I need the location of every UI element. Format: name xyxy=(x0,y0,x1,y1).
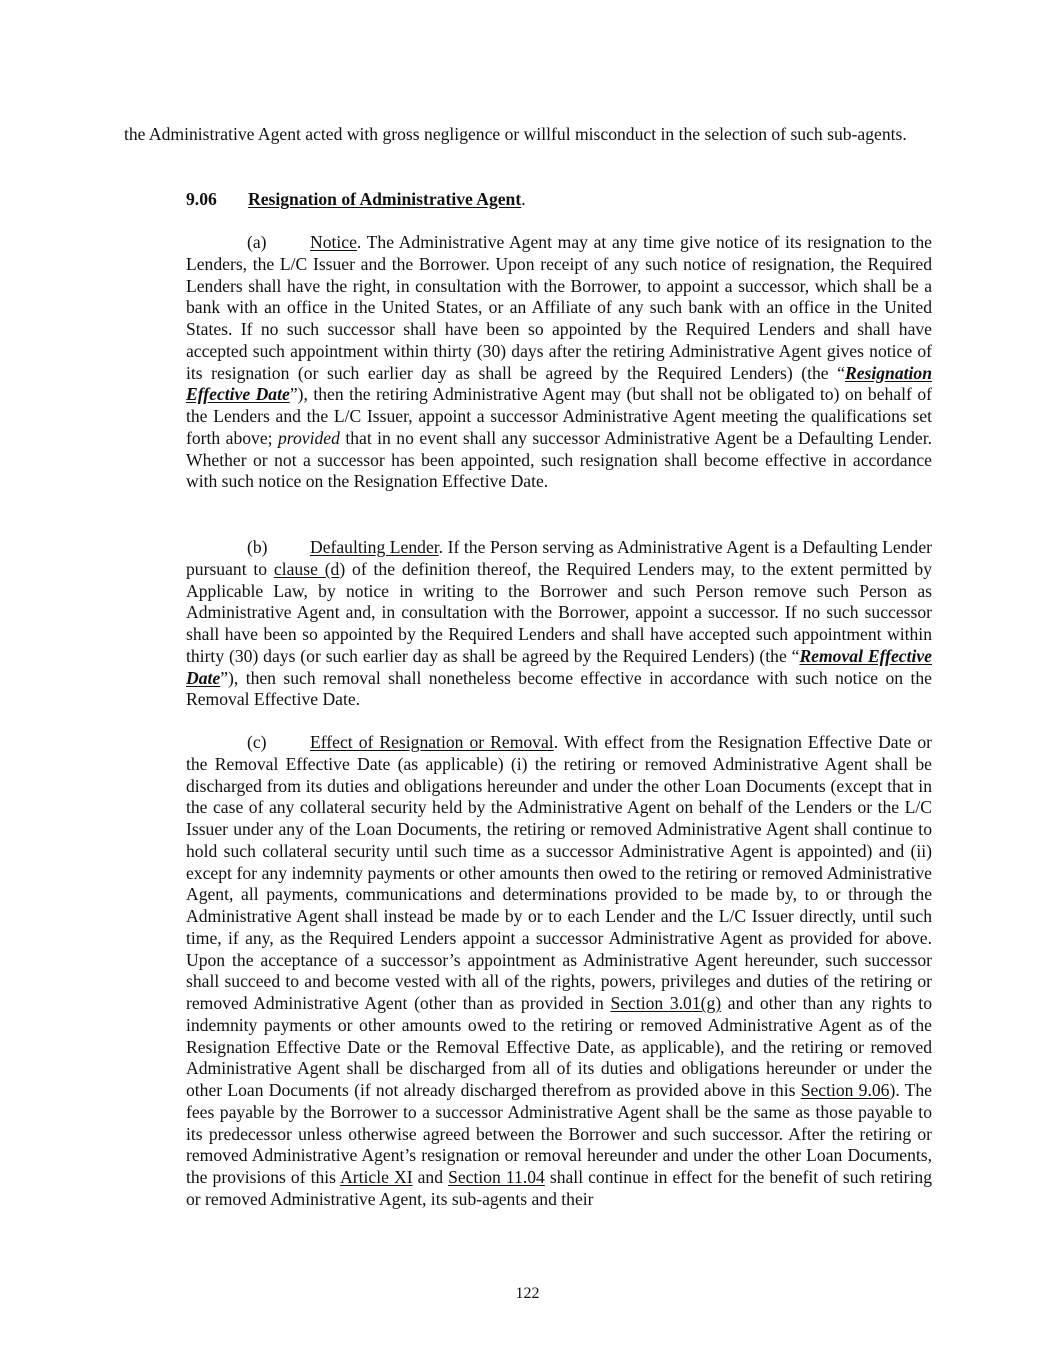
defined-term: Resignation Effective Date xyxy=(186,362,932,405)
paragraph-text: shall continue in effect for the benefit of such retiring or removed Administrative Agent, its sub-agents and their xyxy=(186,1167,933,1209)
paragraph-text: . With effect from the Resignation Effective Date or the Removal Effective Date (as applicable) (i) the retiring or removed Administrative Agent shall be discharged from its duties and obligations hereunder and under the other Loan Documents (except that in the case of any collateral security held by the Administrative Agent on behalf of the Lenders or the L/C Issuer under any of the Loan Documents, the retiring or removed Administrative Agent shall continue to hold such collateral security until such time as a successor Administrative Agent is appointed) and (ii) except for any indemnity payments or other amounts then owed to the retiring or removed Administrative Agent, all payments, communications and determinations provided to be made by, to or through the Administrative Agent shall instead be made by or to each Lender and the L/C Issuer directly, until such time, if any, as the Required Lenders appoint a successor Administrative Agent as provided for above. Upon the acceptance of a successor’s appointment as Administrative Agent hereunder, such successor shall succeed to and become vested with all of the rights, powers, privileges and duties of the retiring or removed Administrative Agent (other than as provided in xyxy=(186,732,932,1013)
paragraph-caption: Defaulting Lender xyxy=(310,537,439,557)
cross-reference-link[interactable]: Article XI xyxy=(340,1167,413,1187)
paragraph-caption: Notice xyxy=(310,232,357,252)
paragraph-text: and xyxy=(412,1167,449,1187)
intro-paragraph: the Administrative Agent acted with gross negligence or willful misconduct in the selection of such sub-agents. xyxy=(124,124,907,144)
cross-reference-link[interactable]: Section 3.01(g) xyxy=(610,993,722,1013)
cross-reference-link[interactable]: Section 11.04 xyxy=(448,1167,545,1187)
paragraph-text: that in no event shall any successor Administrative Agent be a Defaulting Lender. Whether or not a successor has been appointed, such resignation shall become effective in accordance with such notice on the Resignation Effective Date. xyxy=(186,427,932,492)
section-number: 9.06 xyxy=(186,189,217,209)
paragraph-text: ”), then the retiring Administrative Agent may (but shall not be obligated to) on behalf of the Lenders and the L/C Issuer, appoint a successor Administrative Agent meeting the qualifications set forth above; xyxy=(186,384,932,448)
paragraph-label: (b) xyxy=(247,537,268,557)
paragraph-text: ). The fees payable by the Borrower to a successor Administrative Agent shall be the same as those payable to its predecessor unless otherwise agreed between the Borrower and such successor. After the retiring or removed Administrative Agent’s resignation or removal hereunder and under the other Loan Documents, the provisions of this xyxy=(186,1080,932,1187)
paragraph-c xyxy=(186,732,932,1211)
paragraph-text: . If the Person serving as Administrative Agent is a Defaulting Lender pursuant to xyxy=(186,537,932,579)
page-number: 122 xyxy=(515,1285,540,1302)
italic-term: provided xyxy=(278,427,340,448)
paragraph-text: . The Administrative Agent may at any time give notice of its resignation to the Lenders, the L/C Issuer and the Borrower. Upon receipt of any such notice of resignation, the Required Lenders shall have the right, in consultation with the Borrower, to appoint a successor, which shall be a bank with an office in the United States, or an Affiliate of any such bank with an office in the United States. If no such successor shall have been so appointed by the Required Lenders and shall have accepted such appointment within thirty (30) days after the retiring Administrative Agent gives notice of its resignation (or such earlier day as shall be agreed by the Required Lenders) (the “ xyxy=(186,232,932,383)
section-title: Resignation of Administrative Agent xyxy=(248,189,522,209)
paragraph-a xyxy=(186,232,932,493)
paragraph-caption: Effect of Resignation or Removal xyxy=(310,732,554,752)
paragraph-text: and other than any rights to indemnity payments or other amounts owed to the retiring or removed Administrative Agent as of the Resignation Effective Date or the Removal Effective Date, as applicable), and the retiring or removed Administrative Agent shall be discharged from all of its duties and obligations hereunder or under the other Loan Documents (if not already discharged therefrom as provided above in this xyxy=(186,993,932,1100)
cross-reference-link[interactable]: clause (d xyxy=(273,558,340,579)
paragraph-label: (c) xyxy=(247,732,267,752)
paragraph-b xyxy=(186,537,932,711)
cross-reference-link[interactable]: Section 9.06 xyxy=(800,1080,890,1100)
section-title-suffix: . xyxy=(521,189,526,209)
section-heading xyxy=(186,189,526,211)
paragraph-text: ) of the definition thereof, the Required Lenders may, to the extent permitted by Applicable Law, by notice in writing to the Borrower and such Person remove such Person as Administrative Agent and, in consultation with the Borrower, appoint a successor. If no such successor shall have been so appointed by the Required Lenders and shall have accepted such appointment within thirty (30) days (or such earlier day as shall be agreed by the Required Lenders) (the “ xyxy=(186,558,933,666)
paragraph-label: (a) xyxy=(247,232,267,252)
paragraph-text: ”), then such removal shall nonetheless become effective in accordance with such notice on the Removal Effective Date. xyxy=(186,667,932,710)
defined-term: Removal Effective Date xyxy=(186,645,932,688)
